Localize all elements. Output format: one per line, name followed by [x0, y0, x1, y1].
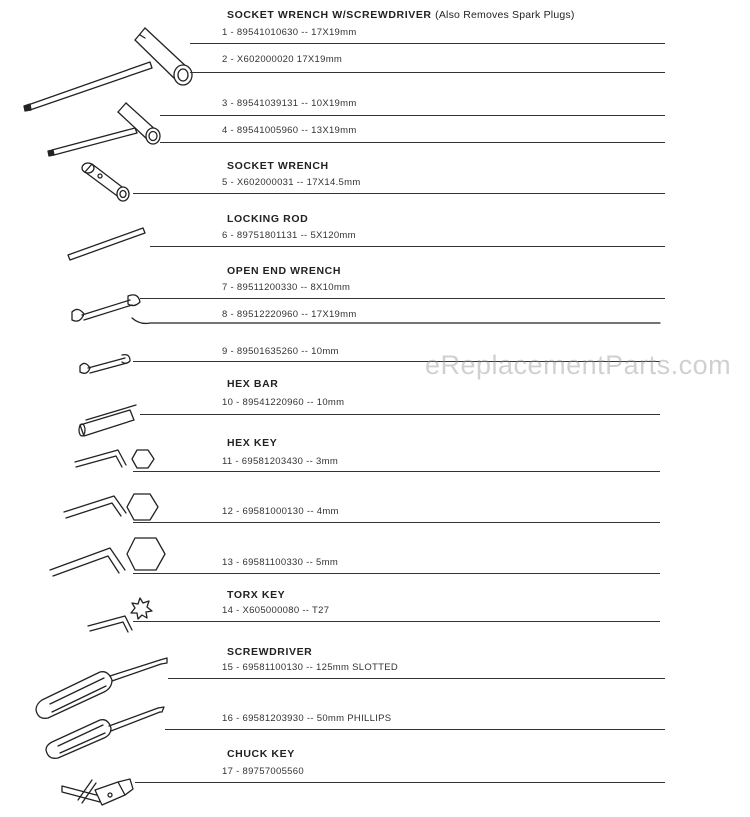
leader-line-5: [133, 193, 665, 194]
screwdriver-slotted-illustration: [36, 658, 167, 718]
part-16: 16 - 69581203930 -- 50mm PHILLIPS: [222, 713, 392, 724]
leader-line-4: [160, 142, 665, 143]
part-4: 4 - 89541005960 -- 13X19mm: [222, 125, 357, 136]
part-1: 1 - 89541010630 -- 17X19mm: [222, 27, 357, 38]
hex-bar-illustration: [79, 405, 136, 436]
part-10: 10 - 89541220960 -- 10mm: [222, 397, 345, 408]
hex-key-5mm-illustration: [50, 538, 165, 576]
leader-line-15: [168, 678, 665, 679]
header-label: SOCKET WRENCH W/SCREWDRIVER: [227, 9, 432, 21]
part-7: 7 - 89511200330 -- 8X10mm: [222, 282, 351, 293]
leader-line-2: [190, 72, 665, 73]
part-11: 11 - 69581203430 -- 3mm: [222, 456, 339, 467]
part-9: 9 - 89501635260 -- 10mm: [222, 346, 339, 357]
leader-line-12: [133, 522, 660, 523]
socket-wrench-illustration: [82, 163, 129, 201]
part-6: 6 - 89751801131 -- 5X120mm: [222, 230, 356, 241]
screwdriver-phillips-illustration: [46, 707, 164, 758]
part-8: 8 - 89512220960 -- 17X19mm: [222, 309, 357, 320]
leader-line-7: [140, 298, 665, 299]
header-sub-label: (Also Removes Spark Plugs): [435, 9, 575, 21]
part-12: 12 - 69581000130 -- 4mm: [222, 506, 339, 517]
watermark: eReplacementParts.com: [425, 350, 732, 380]
leader-line-14: [133, 621, 660, 622]
socket-wrench-screwdriver-large-illustration: [24, 28, 192, 111]
leader-line-6: [150, 246, 665, 247]
header-socket-wrench: SOCKET WRENCH: [227, 160, 329, 172]
hex-key-4mm-illustration: [64, 494, 158, 520]
leader-line-10: [140, 414, 660, 415]
hex-key-3mm-illustration: [75, 450, 154, 468]
part-13: 13 - 69581100330 -- 5mm: [222, 557, 339, 568]
chuck-key-illustration: [62, 779, 133, 805]
header-torx-key: TORX KEY: [227, 589, 286, 601]
leader-line-17: [135, 782, 665, 783]
locking-rod-illustration: [68, 228, 145, 260]
header-hex-bar: HEX BAR: [227, 378, 279, 390]
part-14: 14 - X605000080 -- T27: [222, 605, 330, 616]
part-17: 17 - 89757005560: [222, 766, 304, 777]
open-end-wrench-leader-line: [132, 318, 660, 323]
header-locking-rod: LOCKING ROD: [227, 213, 309, 225]
part-3: 3 - 89541039131 -- 10X19mm: [222, 98, 357, 109]
header-open-end-wrench: OPEN END WRENCH: [227, 265, 342, 277]
leader-line-16: [165, 729, 665, 730]
leader-line-13: [133, 573, 660, 574]
torx-key-illustration: [88, 598, 152, 632]
header-hex-key: HEX KEY: [227, 437, 278, 449]
socket-wrench-screwdriver-small-illustration: [48, 103, 160, 156]
header-chuck-key: CHUCK KEY: [227, 748, 295, 760]
header-socket-wrench-screwdriver: [227, 9, 575, 21]
part-2: 2 - X602000020 17X19mm: [222, 54, 343, 65]
open-end-wrench-small-illustration: [72, 295, 140, 321]
header-screwdriver: SCREWDRIVER: [227, 646, 313, 658]
open-end-wrench-10mm-illustration: [80, 355, 130, 374]
leader-line-3: [160, 115, 665, 116]
leader-line-1: [190, 43, 665, 44]
part-15: 15 - 69581100130 -- 125mm SLOTTED: [222, 662, 399, 673]
part-5: 5 - X602000031 -- 17X14.5mm: [222, 177, 361, 188]
leader-line-11: [133, 471, 660, 472]
